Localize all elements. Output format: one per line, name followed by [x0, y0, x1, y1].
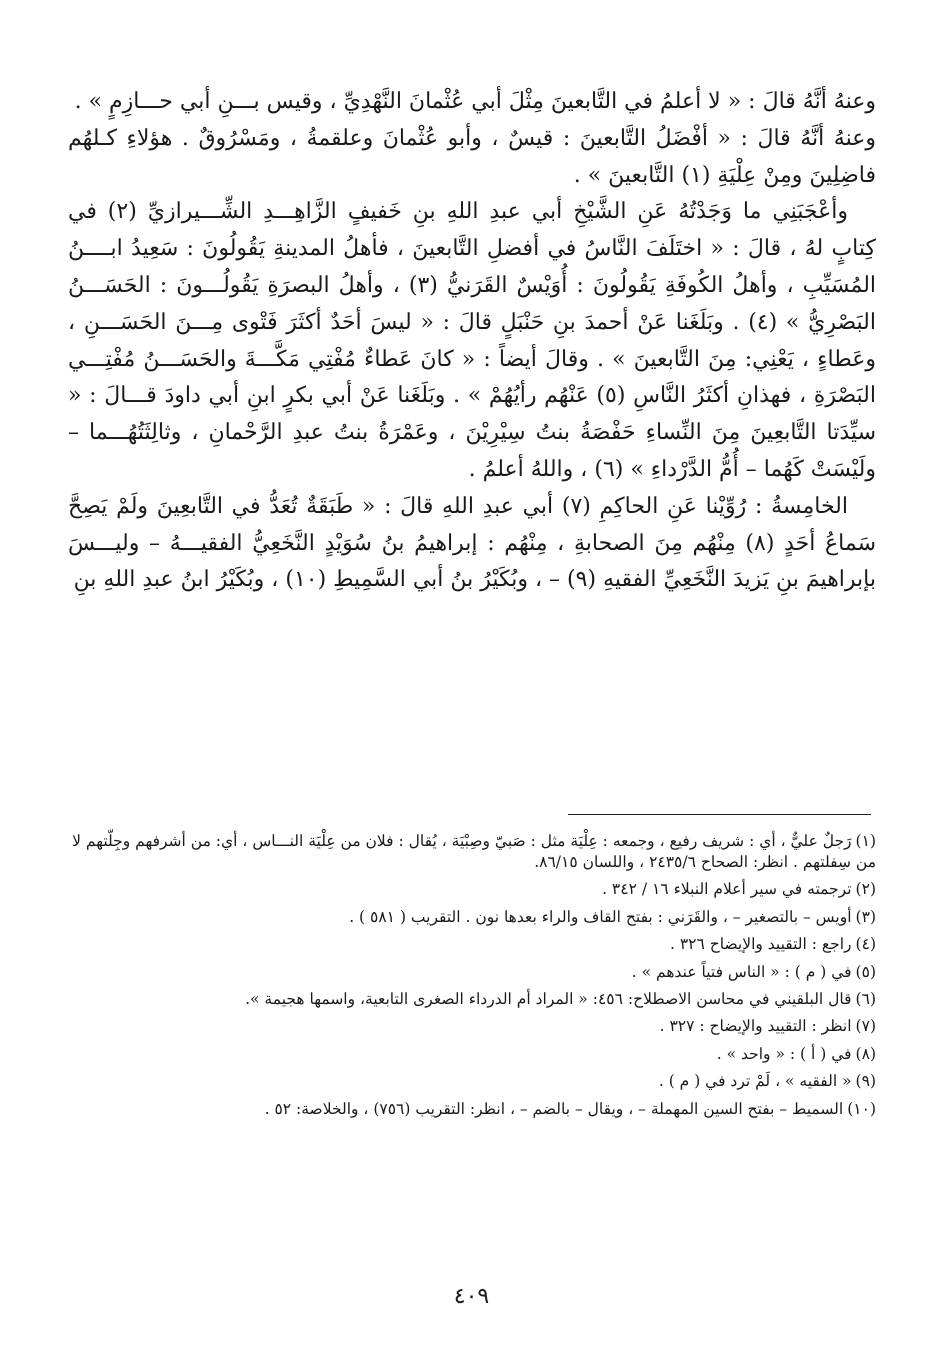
footnotes: [68, 831, 876, 1126]
footnote-number: (٦): [855, 989, 876, 1008]
footnote-separator: [568, 814, 871, 815]
footnote-text: أويس – بالتصغير – ، والقَرَني : بفتح القاف والراء بعدها نون . التقريب ( ٥٨١ ) .: [349, 907, 852, 926]
footnote-number: (٥): [855, 962, 876, 981]
paragraph: الخامِسةُ : رُوِّيْنا عَنِ الحاكِمِ (٧) أبي عبدِ اللهِ قالَ : « طَبَقَةٌ تُعَدُّ في التَّابعِينَ ولَمْ يَصِحَّ سَماعُ أحَدٍ (٨) مِنْهُم مِنَ الصحابةِ ، مِنْهُم : إبراهيمُ بنُ سُوَيْدٍ النَّخَعِيُّ الفقيـــهُ – وليـــسَ بإبراهيمَ بنِ يَزيدَ النَّخَعِيِّ الفقيهِ (٩) – ، وبُكَيْرُ بنُ أبي السَّمِيطِ (١٠) ، وبُكَيْرُ ابنُ عبدِ اللهِ بنِ: [68, 493, 876, 593]
footnote-number: (٢): [855, 880, 876, 899]
paragraph: وعنهُ أنَّهُ قالَ : « أفْضَلُ التَّابعينَ : قيسٌ ، وأبو عُثْمانَ وعلقمةُ ، ومَسْرُوقٌ . هؤلاءِ كـلهُم فاضِلِينَ ومِنْ عِلْيَةِ (١) التَّابعينَ » .: [68, 125, 876, 188]
footnote: [68, 962, 876, 983]
footnote-text: راجع : التقييد والإيضاح ٣٢٦ .: [669, 935, 852, 954]
footnote-text: في ( أ ) : « واحد » .: [716, 1044, 852, 1063]
footnote-text: ترجمته في سير أعلام النبلاء ١٦ / ٣٤٢ .: [602, 880, 852, 899]
page-number: ٤٠٩: [453, 1284, 490, 1309]
footnote-number: (٤): [855, 935, 876, 954]
footnote: [68, 1016, 876, 1037]
footnote-text: انظر : التقييد والإيضاح : ٣٢٧ .: [659, 1017, 852, 1036]
footnote: [68, 879, 876, 900]
footnote: [68, 1044, 876, 1065]
footnote: [68, 1099, 876, 1120]
paragraph: وعنهُ أنَّهُ قالَ : « لا أعلمُ في التَّابعينَ مِثْلَ أبي عُثْمانَ النَّهْدِيِّ ، وقيس بـــنِ أبي حـــازِمٍ » .: [74, 89, 876, 114]
footnote-number: (٣): [855, 907, 876, 926]
footnote-number: (٩): [855, 1072, 876, 1091]
footnote-number: (٧): [855, 1017, 876, 1036]
footnote-text: في ( م ) : « الناس فتياً عندهم » .: [631, 962, 852, 981]
main-text: [68, 84, 876, 599]
footnote-text: « الفقيه » ، لَمْ ترد في ( م ) .: [658, 1072, 852, 1091]
footnote-text: قال البلقيني في محاسن الاصطلاح: ٤٥٦: « المراد أم الدرداء الصغرى التابعية، واسمها هجيمة ».: [245, 989, 852, 1008]
footnote-number: (٨): [855, 1044, 876, 1063]
footnote-text: السميط – بفتح السين المهملة – ، ويقال – بالضم – ، انظر: التقريب (٧٥٦) ، والخلاصة: ٥٢ .: [264, 1099, 844, 1118]
footnote: [68, 934, 876, 955]
footnote: [68, 1071, 876, 1092]
footnote-number: (١): [855, 832, 876, 850]
footnote-number: (١٠): [847, 1099, 876, 1118]
footnote-text: رَجلٌ عليٌّ ، أي : شريف رفيع ، وجمعه : عِلْيَة مثل : صَبيّ وصِبْيَة ، يُقال : فلان من عِلْيَة النـــاس ، أي: من أشرفهم وجِلّتهم لا من سِفلتهم . انظر: الصحاح ٢٤٣٥/٦ ، واللسان ٨٦/١٥.: [72, 832, 876, 871]
footnote: [68, 989, 876, 1010]
footnote: [68, 907, 876, 928]
footnote: [68, 831, 876, 873]
paragraph: وأعْجَبَنِي ما وَجَدْتُهُ عَنِ الشَّيْخِ أبي عبدِ اللهِ بنِ خَفيفٍ الزَّاهِـــدِ الشِّـــيرازيِّ (٢) في كِتابٍ لهُ ، قالَ : « اختَلَفَ النَّاسُ في أفضلِ التَّابعينَ ، فأهلُ المدينةِ يَقُولُونَ : سَعِيدُ ابــــنُ المُسَيِّبِ ، وأهلُ الكُوفَةِ يَقُولُونَ : أُوَيْسٌ القَرَنيُّ (٣) ، وأهلُ البصرَةِ يَقُولُـــونَ : الحَسَـــنُ البَصْرِيُّ » (٤) . وبَلَغَنا عَنْ أحمدَ بنِ حَنْبَلٍ قالَ : « ليسَ أحَدٌ أكثَرَ فَتْوى مِـــنَ الحَسَـــنِ ، وعَطاءٍ ، يَعْنِي: مِنَ التَّابعينَ » . وقالَ أيضاً : « كانَ عَطاءٌ مُفْتِي مَكَّـــةَ والحَسَـــنُ مُفْتِـــي البَصْرَةِ ، فهذانِ أكثَرُ النَّاسِ (٥) عَنْهُم رأيُهُمْ » . وبَلَغَنا عَنْ أبي بكرٍ ابنِ أبي داودَ قـــالَ : « سيِّدَتا التَّابعِينَ مِنَ النِّساءِ حَفْصَةُ بنتُ سِيْرِيْنَ ، وعَمْرَةُ بنتُ عبدِ الرَّحْمانِ ، وثالِثَتُهُـــما – ولَيْسَتْ كَهُما – أُمُّ الدَّرْداءِ » (٦) ، واللهُ أعلمُ .: [68, 199, 877, 482]
